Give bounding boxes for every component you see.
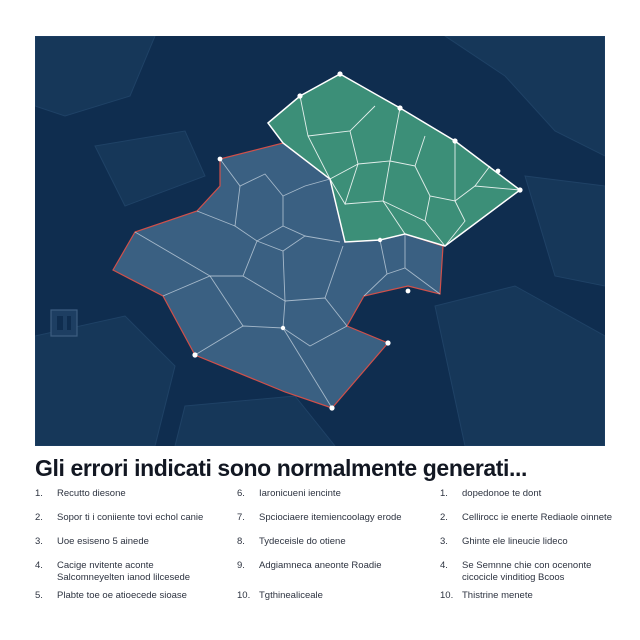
legend-number: 4. bbox=[440, 560, 448, 571]
legend-text: Tydeceisle do otiene bbox=[259, 536, 346, 547]
map-panel[interactable] bbox=[35, 36, 605, 446]
legend-number: 4. bbox=[35, 560, 43, 571]
legend-number: 8. bbox=[237, 536, 245, 547]
legend-text: Tgthinealiceale bbox=[259, 590, 323, 601]
legend-number: 1. bbox=[440, 488, 448, 499]
legend-number: 5. bbox=[35, 590, 43, 601]
legend bbox=[35, 488, 610, 613]
legend-number: 6. bbox=[237, 488, 245, 499]
legend-text: Cellirocc ie enerte Rediaole oinnete bbox=[462, 512, 612, 523]
legend-number: 10. bbox=[237, 590, 251, 601]
legend-number: 9. bbox=[237, 560, 245, 571]
legend-text: Recutto diesone bbox=[57, 488, 126, 499]
legend-text: dopedonoe te dont bbox=[462, 488, 542, 499]
background-icon-shape bbox=[51, 310, 77, 336]
legend-number: 7. bbox=[237, 512, 245, 523]
legend-text: Se Semnne chie con ocenonte cicocicle vinditiog Bcoos bbox=[462, 560, 592, 583]
legend-text: Iaronicueni iencinte bbox=[259, 488, 341, 499]
legend-text: Sopor ti i coniiente tovi echol canie bbox=[57, 512, 204, 523]
legend-number: 2. bbox=[35, 512, 43, 523]
map-caption: Gli errori indicati sono normalmente generati... bbox=[35, 455, 528, 481]
legend-number: 3. bbox=[440, 536, 448, 547]
legend-text: Ghinte ele lineucie lideco bbox=[462, 536, 568, 547]
legend-number: 3. bbox=[35, 536, 43, 547]
region-map[interactable] bbox=[35, 36, 605, 446]
legend-text: Thistrine menete bbox=[462, 590, 533, 601]
legend-text: Cacige nvitente aconte Salcomneyelten ianod lilcesede bbox=[57, 560, 191, 583]
legend-text: Adgiamneca aneonte Roadie bbox=[259, 560, 382, 571]
legend-number: 10. bbox=[440, 590, 454, 601]
legend-text: Plabte toe oe atioecede sioase bbox=[57, 590, 187, 601]
legend-number: 2. bbox=[440, 512, 448, 523]
legend-number: 1. bbox=[35, 488, 43, 499]
legend-text: Uoe esiseno 5 ainede bbox=[57, 536, 149, 547]
legend-text: Spciociaere itemiencoolagy erode bbox=[259, 512, 402, 523]
